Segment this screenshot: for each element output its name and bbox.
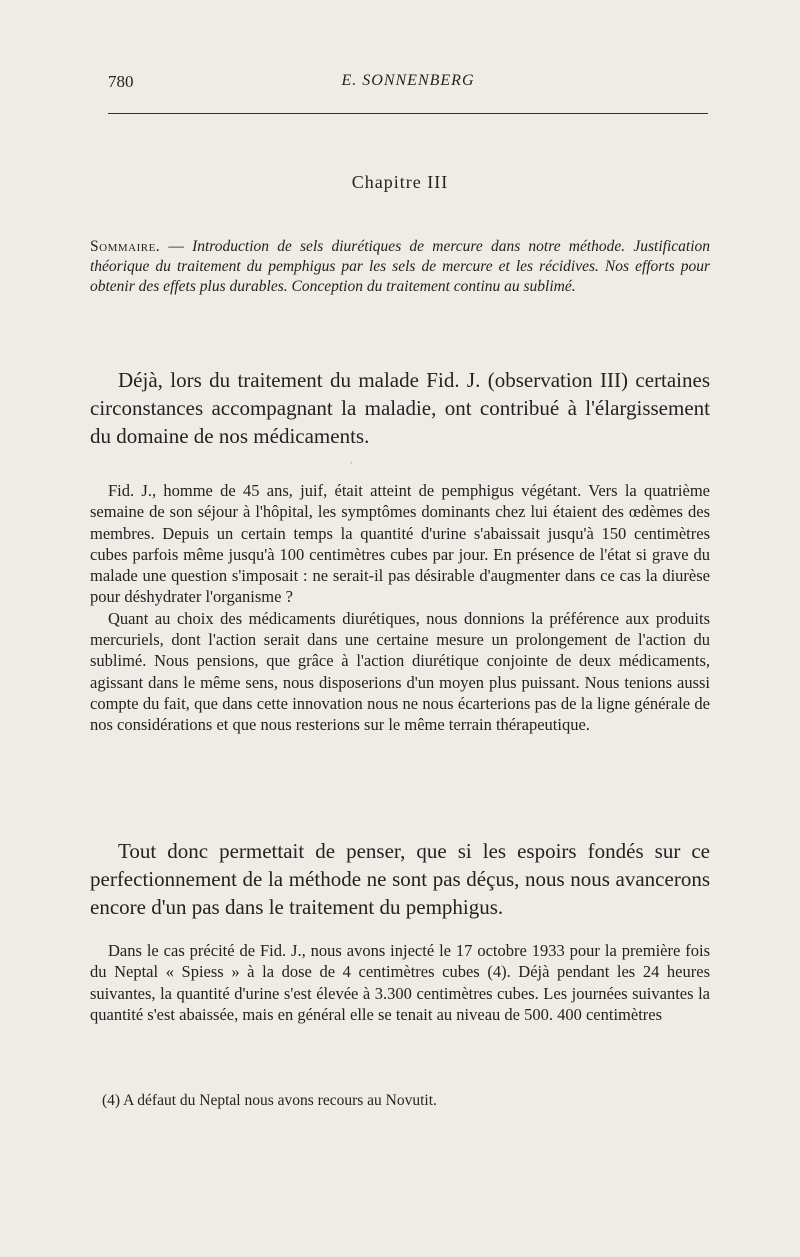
body-paragraph: Quant au choix des médicaments diurétiques, nous donnions la préférence aux produits mercuriels, dont l'action serait dans une certaine mesure un prolongement de l'action du sublimé. Nous pensions, que grâce à l'action diurétique conjointe de deux médicaments, agissant dans le même sens, nous disposerions d'un moyen plus puissant. Nous tenions aussi compte du fait, que dans cette innovation nous ne nous écarterions pas de la ligne générale de nos considérations et que nous resterions sur le même terrain thérapeutique.	[90, 608, 710, 735]
page-number: 780	[108, 72, 134, 91]
chapter-title: Chapitre III	[351, 172, 449, 192]
page-header	[108, 72, 708, 102]
summary-text: Introduction de sels diurétiques de mercure dans notre méthode. Justification théorique du traitement du pemphigus par les sels de mercure et les récidives. Nos efforts pour obtenir des effets plus durables. Conception du traitement continu au sublimé.	[90, 238, 710, 295]
body-paragraph: Fid. J., homme de 45 ans, juif, était atteint de pemphigus végétant. Vers la quatrième semaine de son séjour à l'hôpital, les symptômes dominants chez lui étaient des œdèmes des membres. Depuis un certain temps la quantité d'urine s'abaissait jusqu'à 150 centimètres cubes parfois même jusqu'à 100 centimètres cubes par jour. En présence de l'état si grave du malade une question s'imposait : ne serait-il pas désirable d'augmenter dans ce cas la diurèse pour déshydrater l'organisme ?	[90, 481, 710, 607]
page-speck: ·	[350, 459, 353, 468]
treatment-paragraph: Dans le cas précité de Fid. J., nous avons injecté le 17 octobre 1933 pour la première fois du Neptal « Spiess » à la dose de 4 centimètres cubes (4). Déjà pendant les 24 heures suivantes, la quantité d'urine s'est élevée à 3.300 centimètres cubes. Les journées suivantes la quantité s'est abaissée, mais en général elle se tenait au niveau de 500. 400 centimètres	[90, 941, 710, 1024]
conclusion-paragraph: Tout donc permettait de penser, que si les espoirs fondés sur ce perfectionnement de la méthode ne sont pas déçus, nous nous avancerons encore d'un pas dans le traitement du pemphigus.	[90, 839, 710, 919]
footnote: (4) A défaut du Neptal nous avons recours au Novutit.	[102, 1092, 437, 1109]
chapter-summary	[90, 237, 710, 297]
treatment-section	[90, 940, 710, 1025]
summary-dash: —	[160, 238, 193, 255]
summary-label: Sommaire.	[90, 238, 161, 255]
intro-section	[90, 366, 710, 450]
header-rule	[108, 113, 708, 114]
conclusion-section	[90, 837, 710, 921]
intro-paragraph: Déjà, lors du traitement du malade Fid. J. (observation III) certaines circonstances accompagnant la maladie, ont contribué à l'élargissement du domaine de nos médicaments.	[90, 368, 710, 448]
running-head: E. SONNENBERG	[341, 72, 475, 89]
case-description	[90, 480, 710, 736]
